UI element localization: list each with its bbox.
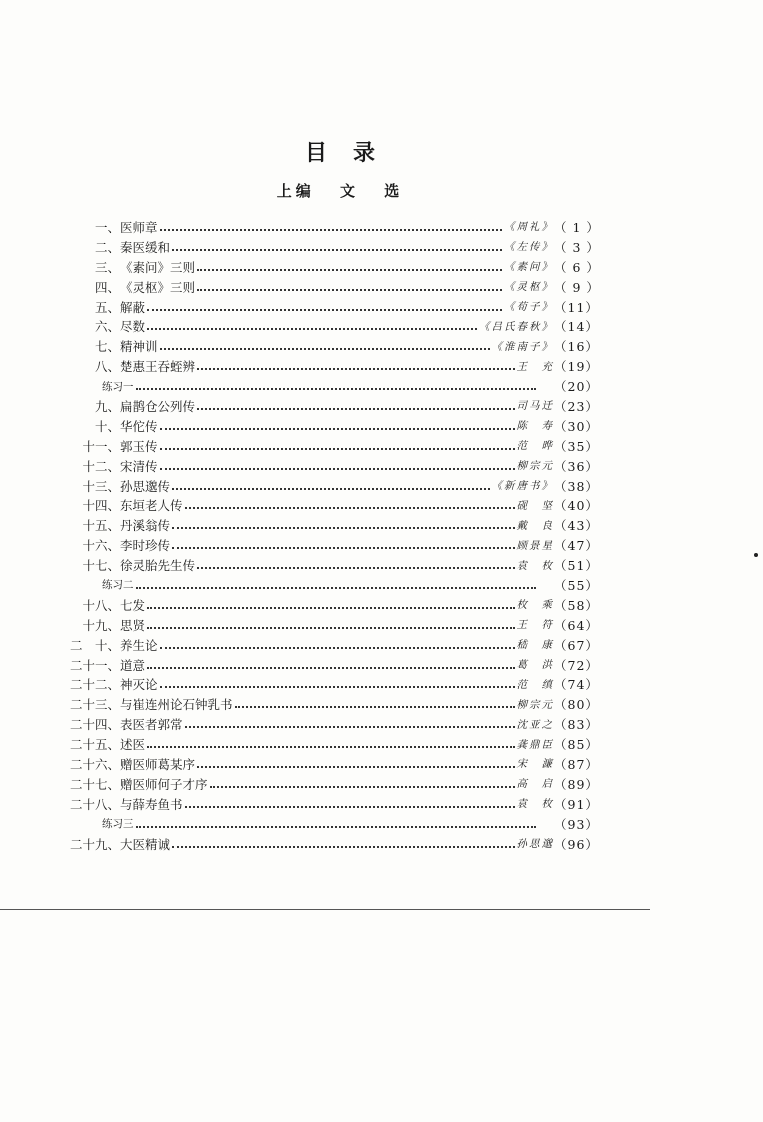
toc-title: 孙思邈传 [120,478,171,494]
toc-number: 三、 [94,259,120,275]
toc-page: （19） [554,359,599,375]
toc-number: 八、 [94,359,120,375]
toc-title: 思贤 [120,617,146,633]
toc-number: 二十九、 [70,836,121,852]
section-part-2: 文 [339,182,359,200]
toc-number: 十五、 [82,518,120,534]
toc-row[interactable] [70,396,599,416]
toc-author: 枚 乘 [516,599,554,612]
toc-row[interactable] [70,694,599,714]
section-part-1: 上编 [276,182,315,200]
toc-title: 解蔽 [120,299,146,315]
toc-leader-dots [147,627,514,629]
toc-row[interactable] [70,217,600,237]
toc-author: 沈亚之 [516,718,554,731]
toc-title: 练习一 [102,380,134,393]
toc-leader-dots [147,607,514,609]
toc-leader-dots [197,269,502,271]
toc-row[interactable] [70,257,600,277]
toc-leader-dots [147,309,502,311]
toc-page: （83） [554,717,599,733]
toc-row[interactable] [70,297,599,317]
toc-author: 高 启 [516,778,554,791]
toc-number: 二、 [94,239,120,255]
toc-page: （ 9 ） [554,279,600,295]
toc-author: 《荀子》 [504,301,554,313]
toc-page: （30） [554,418,599,434]
toc-leader-dots [172,488,489,490]
toc-author: 《灵枢》 [504,281,554,294]
toc-leader-dots [160,448,515,450]
toc-title: 养生论 [120,637,158,653]
toc-author: 葛 洪 [516,659,554,672]
toc-author: 陈 寿 [516,420,554,433]
toc-leader-dots [172,527,514,529]
toc-leader-dots [172,249,502,251]
toc-author: 《淮南子》 [491,340,554,353]
toc-row[interactable] [70,476,599,496]
toc-leader-dots [147,328,477,330]
toc-leader-dots [197,289,502,291]
toc-leader-dots [136,388,537,390]
toc-author: 袁 枚 [516,559,554,572]
toc-title: 赠医师何子才序 [120,776,208,792]
toc-leader-dots [185,806,515,808]
toc-leader-dots [197,368,514,370]
toc-page: （58） [554,597,599,613]
page-divider [0,909,650,910]
toc-page: （85） [554,737,599,753]
page-title: 目录 [304,140,401,166]
toc-leader-dots [185,507,515,509]
toc-row[interactable] [70,456,599,476]
toc-leader-dots [147,667,514,669]
toc-title: 表医者郭常 [120,717,183,733]
section-heading [0,180,680,201]
toc-title: 大医精诚 [120,836,171,852]
toc-page: （40） [554,498,599,514]
toc-page: （14） [554,319,599,335]
toc-row[interactable] [70,595,599,615]
toc-page: （11） [554,299,599,315]
toc-row[interactable] [70,834,599,854]
toc-leader-dots [136,587,537,589]
toc-page: （36） [554,458,599,474]
toc-title: 《灵枢》三则 [120,279,196,295]
toc-row[interactable] [70,555,599,575]
toc-leader-dots [160,229,502,231]
toc-row[interactable] [70,754,599,774]
toc-author: 王 符 [516,619,554,632]
toc-title: 与薛寿鱼书 [120,796,183,812]
toc-author: 嵇 康 [516,639,554,652]
toc-page: （96） [554,836,599,852]
toc-number: 二十七、 [70,776,121,792]
toc-author: 龚鼎臣 [516,738,554,751]
toc-page: （93） [554,816,599,832]
toc-number: 十、 [94,418,120,434]
toc-row[interactable] [70,615,599,635]
toc-number: 十二、 [82,458,120,474]
toc-number: 一、 [94,219,120,235]
toc-row[interactable] [70,535,599,555]
toc-page: （ 1 ） [554,219,600,235]
toc-row[interactable] [70,515,599,535]
toc-number: 十八、 [82,597,120,613]
toc-author: 柳宗元 [516,698,554,711]
toc-number: 二十三、 [70,697,121,713]
toc-number: 二十二、 [70,677,121,693]
toc-row[interactable] [70,774,599,794]
toc-title: 与崔连州论石钟乳书 [120,697,233,713]
toc-title: 宋清传 [120,458,158,474]
toc-number: 七、 [94,339,120,355]
toc-page: （91） [554,796,599,812]
toc-row[interactable] [70,277,600,297]
toc-title: 赠医师葛某序 [120,756,196,772]
toc-title: 秦医缓和 [120,239,171,255]
toc-title: 郭玉传 [120,438,158,454]
toc-title: 七发 [120,597,146,613]
toc-page: （80） [554,697,599,713]
toc-title: 道意 [120,657,146,673]
toc-page: （67） [554,637,599,653]
toc-leader-dots [160,428,515,430]
toc-row[interactable] [70,714,599,734]
toc-leader-dots [197,408,514,410]
toc-leader-dots [172,547,514,549]
toc-leader-dots [160,348,490,350]
toc-leader-dots [147,746,514,748]
toc-author: 《吕氏春秋》 [479,320,554,333]
toc-number: 二十五、 [70,737,121,753]
toc-author: 孙思邈 [516,838,554,851]
toc-author: 袁 枚 [516,798,554,811]
toc-author: 《新唐书》 [491,480,554,493]
toc-title: 尽数 [120,319,146,335]
section-part-3: 选 [384,182,404,200]
toc-row[interactable] [70,436,599,456]
toc-page: （23） [554,398,599,414]
toc-number: 十六、 [82,538,120,554]
toc-title: 《素问》三则 [120,259,196,275]
toc-leader-dots [185,726,515,728]
toc-page: （87） [554,756,599,772]
toc-leader-dots [197,766,514,768]
toc-leader-dots [136,826,537,828]
toc-author: 柳宗元 [516,460,554,473]
toc-page: （47） [554,538,599,554]
toc-author: 砚 坚 [516,499,554,512]
toc-row[interactable] [70,316,599,336]
toc-page: （64） [554,617,599,633]
toc-page: （20） [554,379,599,395]
toc-title: 练习三 [102,818,134,831]
toc-page: （74） [554,677,599,693]
toc-number: 二十四、 [70,717,121,733]
scan-speck [754,553,758,557]
toc-leader-dots [197,567,514,569]
toc-page: （ 6 ） [554,259,600,275]
toc-leader-dots [235,706,515,708]
toc-title: 练习二 [102,579,134,592]
toc-number: 二十八、 [70,796,121,812]
toc-exercise-row[interactable] [70,814,599,834]
toc-row[interactable] [70,674,599,694]
toc-author: 戴 良 [516,519,554,532]
toc-author: 《周礼》 [504,221,554,234]
toc-row[interactable] [70,794,599,814]
toc-number: 十一、 [82,438,120,454]
toc-page: （ 3 ） [554,239,600,255]
toc-number: 十七、 [82,558,120,574]
toc-title: 华佗传 [120,418,158,434]
toc-number: 六、 [94,319,120,335]
toc-row[interactable] [70,416,599,436]
toc-row[interactable] [70,237,600,257]
toc-title: 扁鹊仓公列传 [120,398,196,414]
toc-author: 范 缜 [516,678,554,691]
toc-page: （89） [554,776,599,792]
toc-page: （72） [554,657,599,673]
toc-number: 十三、 [82,478,120,494]
toc-row[interactable] [70,734,599,754]
toc-leader-dots [210,786,515,788]
toc-number: 二 十、 [70,637,121,653]
table-of-contents [70,217,600,854]
toc-author: 王 充 [516,360,554,373]
toc-exercise-row[interactable] [70,575,599,595]
toc-title: 述医 [120,737,146,753]
toc-page: （55） [554,577,599,593]
toc-title: 精神训 [120,339,158,355]
toc-page: （35） [554,438,599,454]
toc-page: （38） [554,478,599,494]
toc-author: 《左传》 [504,241,554,254]
toc-number: 二十六、 [70,756,121,772]
toc-number: 二十一、 [70,657,121,673]
toc-title: 丹溪翁传 [120,518,171,534]
toc-row[interactable] [70,495,599,515]
toc-number: 十九、 [82,617,120,633]
toc-author: 顾景星 [516,539,554,552]
toc-leader-dots [172,846,514,848]
toc-title: 李时珍传 [120,538,171,554]
toc-number: 九、 [94,398,120,414]
toc-leader-dots [160,647,515,649]
toc-number: 十四、 [82,498,120,514]
toc-row[interactable] [70,655,599,675]
toc-page: （43） [554,518,599,534]
toc-page: （16） [554,339,599,355]
toc-page: （51） [554,558,599,574]
toc-leader-dots [160,468,515,470]
toc-title: 楚惠王吞蛭辨 [120,359,196,375]
toc-number: 四、 [94,279,120,295]
toc-author: 司马迁 [516,400,554,413]
toc-author: 宋 濂 [516,758,554,771]
toc-number: 五、 [94,299,120,315]
toc-row[interactable] [70,336,599,356]
toc-title: 东垣老人传 [120,498,183,514]
toc-leader-dots [160,686,515,688]
toc-title: 医师章 [120,219,158,235]
toc-exercise-row[interactable] [70,376,599,396]
toc-title: 神灭论 [120,677,158,693]
toc-author: 《素问》 [504,261,554,274]
toc-row[interactable] [70,635,599,655]
toc-author: 范 晔 [516,440,554,453]
toc-row[interactable] [70,356,599,376]
toc-title: 徐灵胎先生传 [120,558,196,574]
